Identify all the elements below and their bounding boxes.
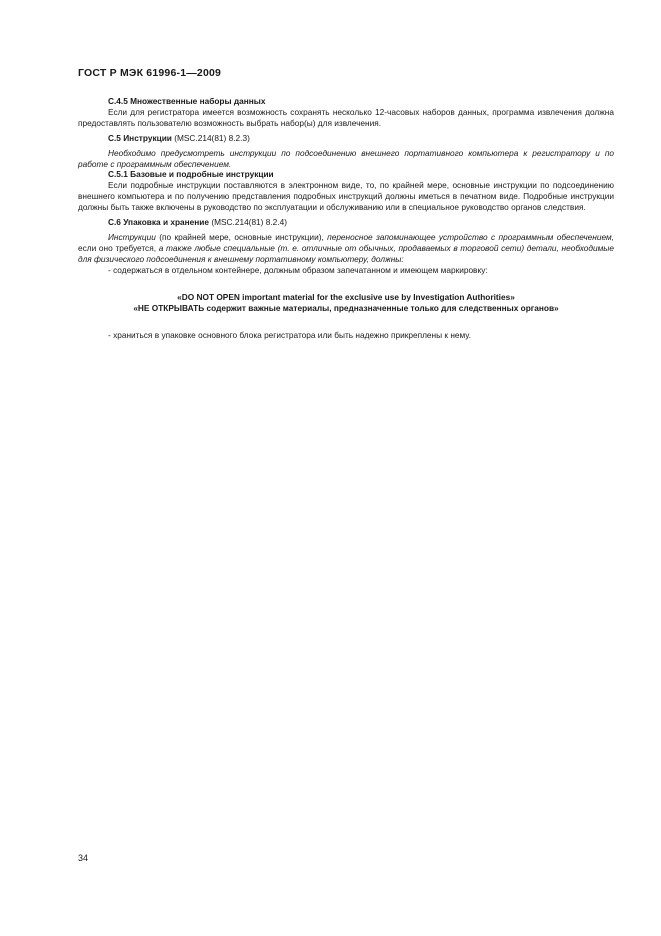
bullet-item: - храниться в упаковке основного блока регистратора или быть надежно прикреплены к нему. (108, 329, 471, 340)
section-c45-heading: С.4.5 Множественные наборы данных (108, 96, 266, 106)
section-c5-heading: С.5 Инструкции (MSC.214(81) 8.2.3) (108, 132, 250, 143)
section-c6-text: Инструкции (по крайней мере, основные инструкции), переносное запоминающее устройство с программным обеспечением, если оно требуется, а также любые специальные (т. е. отличные от обычных, продаваемых в торговой сети) детали, необходимые для физического подсоединения к внешнему портативному компьютеру, должны: (78, 231, 614, 264)
section-c51-text: Если подробные инструкции поставляются в электронном виде, то, по крайней мере, основные инструкции по подсоединению внешнего компьютера и по получению представления подробных инструкций должны иметься в печатном виде. Подробные инструкции должны быть также включены в руководство по эксплуатации и обслуживанию или в специальное руководство органов следствия. (78, 180, 614, 213)
marking-label-ru: «НЕ ОТКРЫВАТЬ содержит важные материалы, предназначенные только для следственных органов» (133, 303, 559, 314)
page-number: 34 (78, 853, 89, 863)
section-c6-heading: С.6 Упаковка и хранение (MSC.214(81) 8.2.4) (108, 217, 287, 228)
bullet-item: - содержаться в отдельном контейнере, должным образом запечатанном и имеющем маркировку: (108, 264, 488, 275)
section-c51-heading: С.5.1 Базовые и подробные инструкции (108, 169, 274, 180)
page-header: ГОСТ Р МЭК 61996-1—2009 (78, 67, 222, 79)
marking-label (78, 292, 614, 315)
marking-label-en: «DO NOT OPEN important material for the exclusive use by Investigation Authorities» (177, 291, 515, 302)
section-c5-text: Необходимо предусмотреть инструкции по подсоединению внешнего портативного компьютера к регистратору и по работе с программным обеспечением. (78, 147, 614, 169)
body-text (78, 96, 614, 341)
section-c45-text: Если для регистратора имеется возможность сохранять несколько 12-часовых наборов данных, программа извлечения должна предоставлять пользователю возможность выбрать набор(ы) для извлечения. (78, 106, 614, 128)
